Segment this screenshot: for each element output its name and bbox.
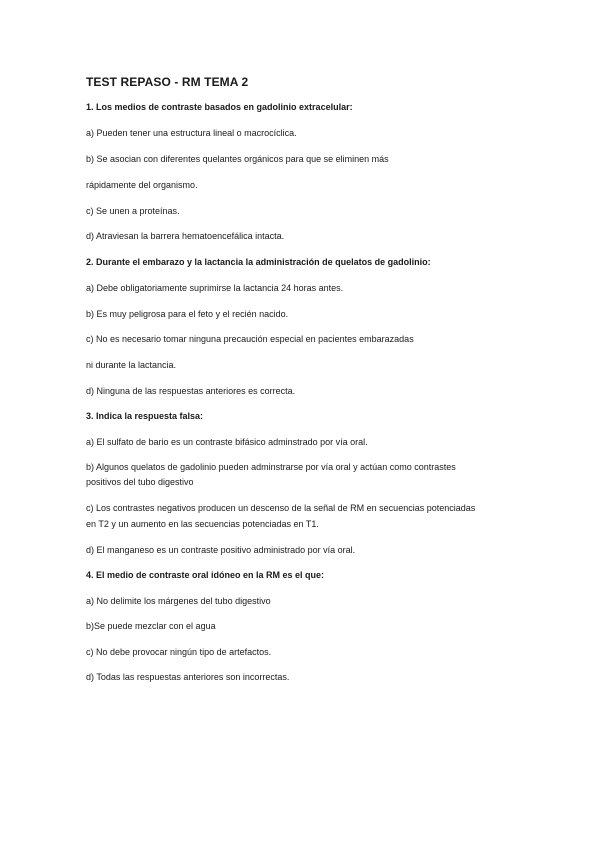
q1-option-b-cont: rápidamente del organismo. (86, 180, 198, 190)
q1-option-b: b) Se asocian con diferentes quelantes orgánicos para que se eliminen más (86, 154, 389, 164)
q2-option-d: d) Ninguna de las respuestas anteriores es correcta. (86, 386, 296, 396)
q2-option-b: b) Es muy peligrosa para el feto y el recién nacido. (86, 309, 289, 319)
q2-option-c-cont: ni durante la lactancia. (86, 360, 177, 370)
q4-option-d: d) Todas las respuestas anteriores son incorrectas. (86, 672, 290, 682)
question-1: 1. Los medios de contraste basados en gadolinio extracelular: (86, 102, 353, 112)
q1-option-d: d) Atraviesan la barrera hematoencefálica intacta. (86, 231, 285, 241)
q1-option-c: c) Se unen a proteínas. (86, 206, 180, 216)
q4-option-c: c) No debe provocar ningún tipo de artefactos. (86, 647, 272, 657)
q2-option-a: a) Debe obligatoriamente suprimirse la lactancia 24 horas antes. (86, 283, 344, 293)
q3-option-d: d) El manganeso es un contraste positivo administrado por vía oral. (86, 545, 356, 555)
question-2: 2. Durante el embarazo y la lactancia la administración de quelatos de gadolinio: (86, 257, 431, 267)
q2-option-c: c) No es necesario tomar ninguna precaución especial en pacientes embarazadas (86, 334, 414, 344)
page-title: TEST REPASO - RM TEMA 2 (86, 75, 249, 89)
question-3: 3. Indica la respuesta falsa: (86, 411, 204, 421)
q3-option-c-cont: en T2 y un aumento en las secuencias potenciadas en T1. (86, 519, 319, 529)
q3-option-c: c) Los contrastes negativos producen un descenso de la señal de RM en secuencias potenciadas (86, 503, 476, 513)
q4-option-a: a) No delimite los márgenes del tubo digestivo (86, 596, 271, 606)
q4-option-b: b)Se puede mezclar con el agua (86, 621, 216, 631)
q1-option-a: a) Pueden tener una estructura lineal o macrocíclica. (86, 128, 297, 138)
q3-option-b: b) Algunos quelatos de gadolinio pueden adminstrarse por vía oral y actúan como contrastes (86, 462, 456, 472)
q3-option-a: a) El sulfato de bario es un contraste bifásico adminstrado por vía oral. (86, 437, 368, 447)
q3-option-b-cont: positivos del tubo digestivo (86, 477, 194, 487)
question-4: 4. El medio de contraste oral idóneo en la RM es el que: (86, 570, 325, 580)
